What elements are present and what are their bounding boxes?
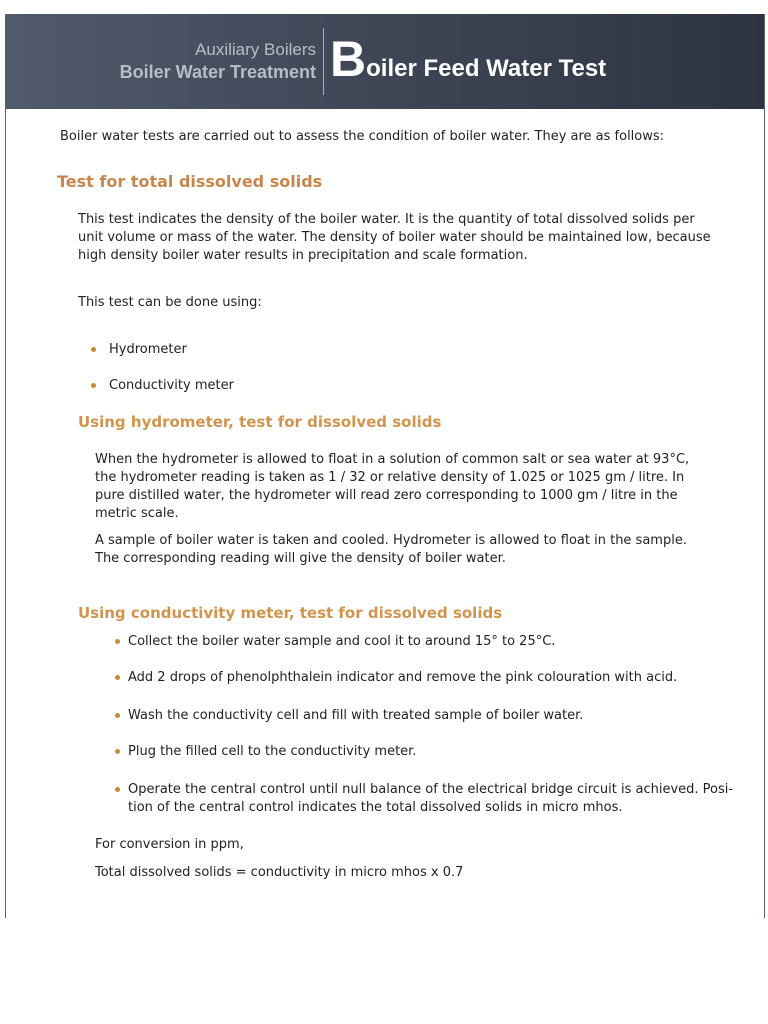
tds-para2: This test can be done using: <box>78 295 262 310</box>
header-category: Auxiliary Boilers <box>195 40 316 59</box>
conductivity-step-1: Collect the boiler water sample and cool it to around 15° to 25°C. <box>128 634 556 649</box>
bullet-icon <box>115 787 120 792</box>
conductivity-step-4: Plug the filled cell to the conductivity meter. <box>128 744 417 759</box>
conductivity-step-3: Wash the conductivity cell and fill with treated sample of boiler water. <box>128 708 584 723</box>
conductivity-step-5-line2: tion of the central control indicates the total dissolved solids in micro mhos. <box>128 800 623 815</box>
intro-text: Boiler water tests are carried out to assess the condition of boiler water. They are as follows: <box>60 129 665 144</box>
tds-heading: Test for total dissolved solids <box>57 172 323 191</box>
formula-text: Total dissolved solids = conductivity in micro mhos x 0.7 <box>95 865 464 880</box>
hydrometer-p2-line2: The corresponding reading will give the density of boiler water. <box>95 551 506 566</box>
page-header <box>6 14 764 109</box>
header-section: Boiler Water Treatment <box>119 62 316 82</box>
conductivity-step-2: Add 2 drops of phenolphthalein indicator and remove the pink colouration with acid. <box>128 670 678 685</box>
title-initial: B <box>330 31 367 87</box>
hydrometer-p1-line2: the hydrometer reading is taken as 1 / 32 or relative density of 1.025 or 1025 gm / litre. In <box>95 470 685 485</box>
bullet-icon <box>91 347 96 352</box>
bullet-icon <box>115 749 120 754</box>
conductivity-step-5-line1: Operate the central control until null balance of the electrical bridge circuit is achieved. Posi- <box>128 782 734 797</box>
bullet-icon <box>115 675 120 680</box>
method-hydrometer: Hydrometer <box>109 342 187 357</box>
hydrometer-p1-line1: When the hydrometer is allowed to float in a solution of common salt or sea water at 93°C, <box>95 452 690 467</box>
bullet-icon <box>91 383 96 388</box>
tds-para1-line1: This test indicates the density of the boiler water. It is the quantity of total dissolved solids per <box>78 212 695 227</box>
bullet-icon <box>115 639 120 644</box>
header-divider <box>323 28 324 95</box>
hydrometer-p2-line1: A sample of boiler water is taken and cooled. Hydrometer is allowed to float in the sample. <box>95 533 687 548</box>
bullet-icon <box>115 713 120 718</box>
header-breadcrumb <box>120 40 316 84</box>
conductivity-heading: Using conductivity meter, test for dissolved solids <box>78 604 503 622</box>
hydrometer-p1-line4: metric scale. <box>95 506 179 521</box>
tds-para1-line3: high density boiler water results in precipitation and scale formation. <box>78 248 528 263</box>
hydrometer-p1-line3: pure distilled water, the hydrometer will read zero corresponding to 1000 gm / litre in the <box>95 488 678 503</box>
title-rest: oiler Feed Water Test <box>366 55 607 82</box>
hydrometer-heading: Using hydrometer, test for dissolved solids <box>78 413 442 431</box>
method-conductivity-meter: Conductivity meter <box>109 378 234 393</box>
tds-para1-line2: unit volume or mass of the water. The density of boiler water should be maintained low, because <box>78 230 711 245</box>
conversion-text: For conversion in ppm, <box>95 837 244 852</box>
page-title <box>330 31 607 87</box>
